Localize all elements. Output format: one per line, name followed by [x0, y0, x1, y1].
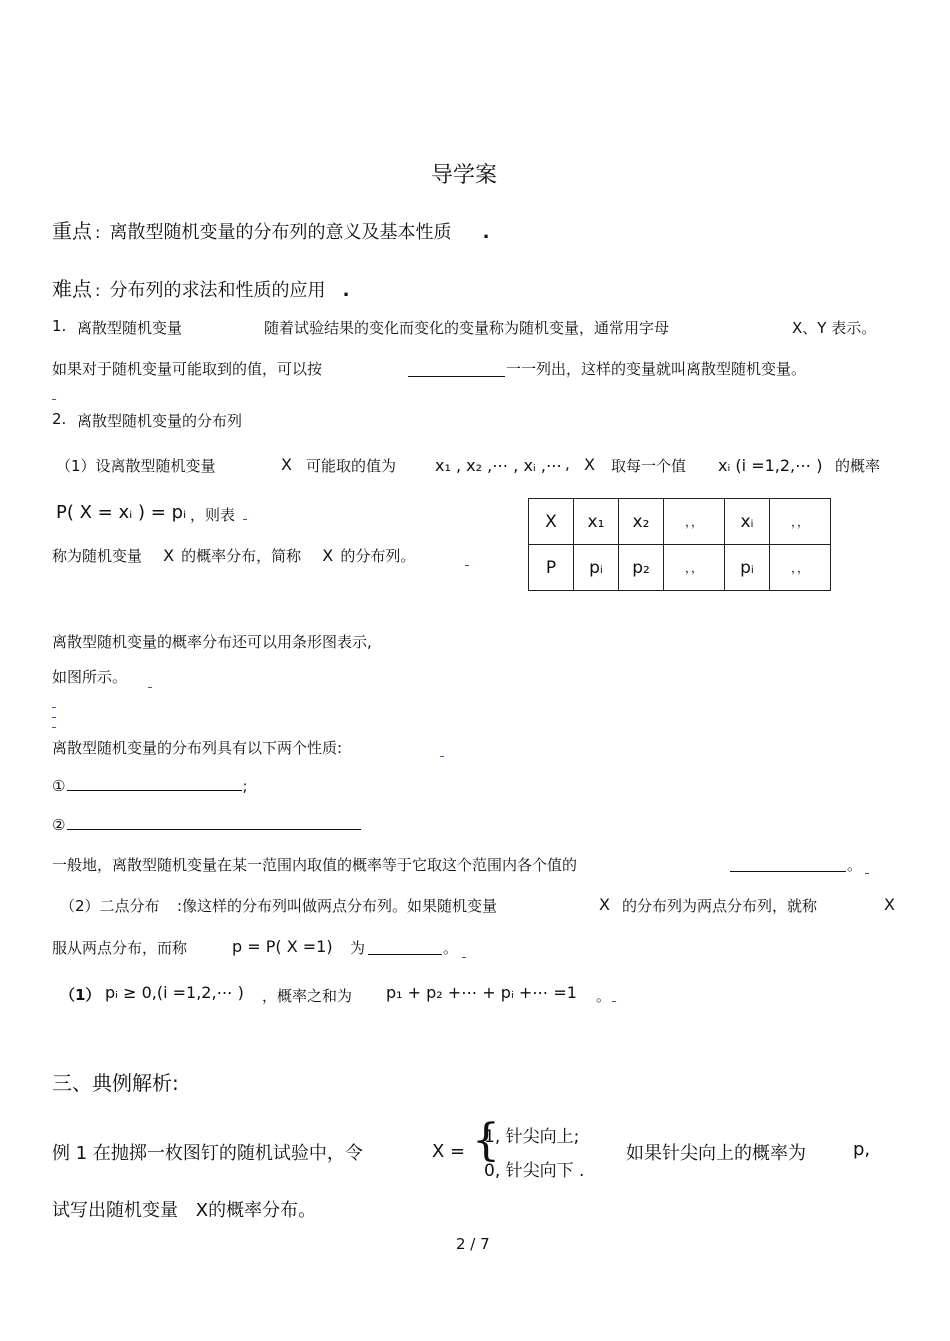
- s2-bar-a: 离散型随机变量的概率分布还可以用条形图表示,: [52, 633, 372, 651]
- difficulty-text: 分布列的求法和性质的应用: [109, 280, 326, 301]
- mark-tick: [465, 565, 469, 566]
- prop2-marker: ②: [52, 816, 66, 834]
- table-cell: ，，: [770, 499, 831, 545]
- table-row: [529, 499, 831, 545]
- s2-general: 一般地，离散型随机变量在某一范围内取值的概率等于它取这个范围内各个值的: [52, 856, 578, 874]
- s2-p1-f: 的概率: [835, 457, 881, 475]
- mark-tick: [52, 727, 56, 728]
- s2-ans-c: ，概率之和为: [262, 987, 353, 1005]
- s2-two-d: 服从两点分布，而称: [52, 939, 188, 957]
- s2-two-a: （2）二点分布: [60, 897, 160, 915]
- s3-ex1-d: 的概率分布。: [208, 1200, 317, 1221]
- page-title: 导学案: [431, 163, 498, 188]
- s2-called-x: X: [163, 546, 175, 565]
- s3-ex1-line2: [52, 1196, 316, 1222]
- two-point-blank: [368, 940, 442, 959]
- distribution-table: [528, 498, 831, 591]
- s2-called-x2: X: [322, 546, 334, 565]
- s2-prop1: [52, 776, 248, 795]
- s3-ex1-b: 如果针尖向上的概率为: [626, 1143, 806, 1164]
- s1-blank: [408, 362, 505, 381]
- table-cell: X: [529, 499, 574, 545]
- s2-ans-e: 。: [596, 987, 612, 1005]
- key-point-end: .: [482, 222, 490, 243]
- s2-p1-e: xᵢ (i =1,2,⋯ ): [718, 456, 823, 475]
- s3-ex1-x2: X: [195, 1200, 209, 1221]
- difficulty-line: [52, 273, 349, 302]
- s1-desc: 随着试验结果的变化而变化的变量称为随机变量，通常用字母: [264, 319, 670, 337]
- s2-props: 离散型随机变量的分布列具有以下两个性质:: [52, 739, 343, 757]
- s2-called-b: 的概率分布，简称: [181, 547, 302, 565]
- s2-two-e: 为: [350, 939, 366, 957]
- mark-tick: [243, 519, 247, 520]
- table-cell: xᵢ: [725, 499, 770, 545]
- s2-ans-b: pᵢ ≥ 0,(i =1,2,⋯ ): [105, 983, 244, 1002]
- s2-then-table: ，则表: [190, 506, 236, 524]
- s1-number: 1.: [52, 317, 67, 335]
- s3-case2: 0, 针尖向下 .: [484, 1161, 585, 1181]
- s3-ex1-x: X =: [432, 1141, 466, 1162]
- s1-line2a: 如果对于随机变量可能取到的值，可以按: [52, 360, 323, 378]
- table-cell: x₂: [619, 499, 664, 545]
- s2-pxeq: P( X = xᵢ ) = pᵢ: [56, 502, 187, 523]
- s2-p1-c: X: [584, 455, 595, 474]
- table-cell: ，，: [664, 545, 725, 591]
- mark-tick: [52, 399, 56, 400]
- s2-prop2: [52, 815, 361, 834]
- table-cell: p₂: [619, 545, 664, 591]
- s2-two-p: p = P( X =1): [232, 937, 333, 956]
- key-point-sep: :: [95, 223, 101, 242]
- mark-tick: [612, 1001, 616, 1002]
- s2-p1-x: X: [281, 455, 292, 474]
- key-point-label: 重点: [52, 219, 92, 243]
- difficulty-label: 难点: [52, 277, 92, 301]
- s2-called-line: [52, 545, 415, 566]
- s2-two-c: 的分布列为两点分布列，就称: [622, 897, 818, 915]
- s2-p1-d: 取每一个值: [611, 457, 687, 475]
- s3-ex1-p: p,: [853, 1139, 871, 1160]
- s2-called: 称为随机变量: [52, 547, 143, 565]
- s3-ex1-c: 试写出随机变量: [52, 1200, 178, 1221]
- s2-p1-comma: ,: [565, 455, 570, 473]
- difficulty-sep: :: [95, 281, 101, 300]
- prop1-blank: [67, 776, 242, 791]
- prop1-marker: ①: [52, 777, 66, 795]
- mark-tick: [865, 873, 869, 874]
- page-number: 2 / 7: [456, 1235, 490, 1253]
- table-cell: P: [529, 545, 574, 591]
- s2-ans-d: p₁ + p₂ +⋯ + pᵢ +⋯ =1: [386, 983, 577, 1002]
- table-cell: pᵢ: [574, 545, 619, 591]
- s3-case1: 1, 针尖向上;: [484, 1127, 580, 1147]
- mark-tick: [462, 957, 466, 958]
- s1-title: 离散型随机变量: [77, 319, 183, 337]
- s2-general-end: 。: [847, 856, 863, 874]
- table-cell: ，，: [770, 545, 831, 591]
- s2-title: 离散型随机变量的分布列: [77, 412, 243, 430]
- s2-p1-a: （1）设离散型随机变量: [56, 457, 216, 475]
- s1-line2b: 一一列出，这样的变量就叫离散型随机变量。: [506, 360, 807, 378]
- s2-two-x: X: [599, 895, 610, 914]
- key-point-line: [52, 215, 489, 244]
- general-blank: [730, 857, 846, 876]
- s2-two-b: :像这样的分布列叫做两点分布列。如果随机变量: [177, 897, 498, 915]
- s2-two-f: 。: [443, 939, 459, 957]
- prop1-end: ;: [242, 777, 248, 795]
- mark-tick: [148, 687, 152, 688]
- mark-tick: [52, 717, 56, 718]
- table-cell: x₁: [574, 499, 619, 545]
- s2-ans-a: （1）: [60, 986, 101, 1004]
- s2-bar-b: 如图所示。: [52, 668, 128, 686]
- key-point-text: 离散型随机变量的分布列的意义及基本性质: [109, 222, 452, 243]
- mark-tick: [52, 707, 56, 708]
- table-cell: pᵢ: [725, 545, 770, 591]
- s1-letters: X、Y 表示。: [792, 319, 877, 337]
- s2-two-x2: X: [884, 895, 895, 914]
- mark-tick: [440, 756, 444, 757]
- s2-number: 2.: [52, 410, 67, 428]
- table-cell: ，，: [664, 499, 725, 545]
- table-row: [529, 545, 831, 591]
- s3-heading: 三、典例解析:: [52, 1071, 179, 1095]
- s2-called-c: 的分布列。: [340, 547, 416, 565]
- difficulty-end: .: [342, 280, 350, 301]
- s2-p1-b: 可能取的值为: [306, 457, 397, 475]
- prop2-blank: [67, 815, 361, 830]
- s2-p1-vals: x₁ , x₂ ,⋯ , xᵢ ,⋯: [435, 456, 562, 475]
- s3-ex1-a: 例 1 在抛掷一枚图钉的随机试验中，令: [52, 1143, 363, 1164]
- piecewise-brace: {: [472, 1115, 500, 1166]
